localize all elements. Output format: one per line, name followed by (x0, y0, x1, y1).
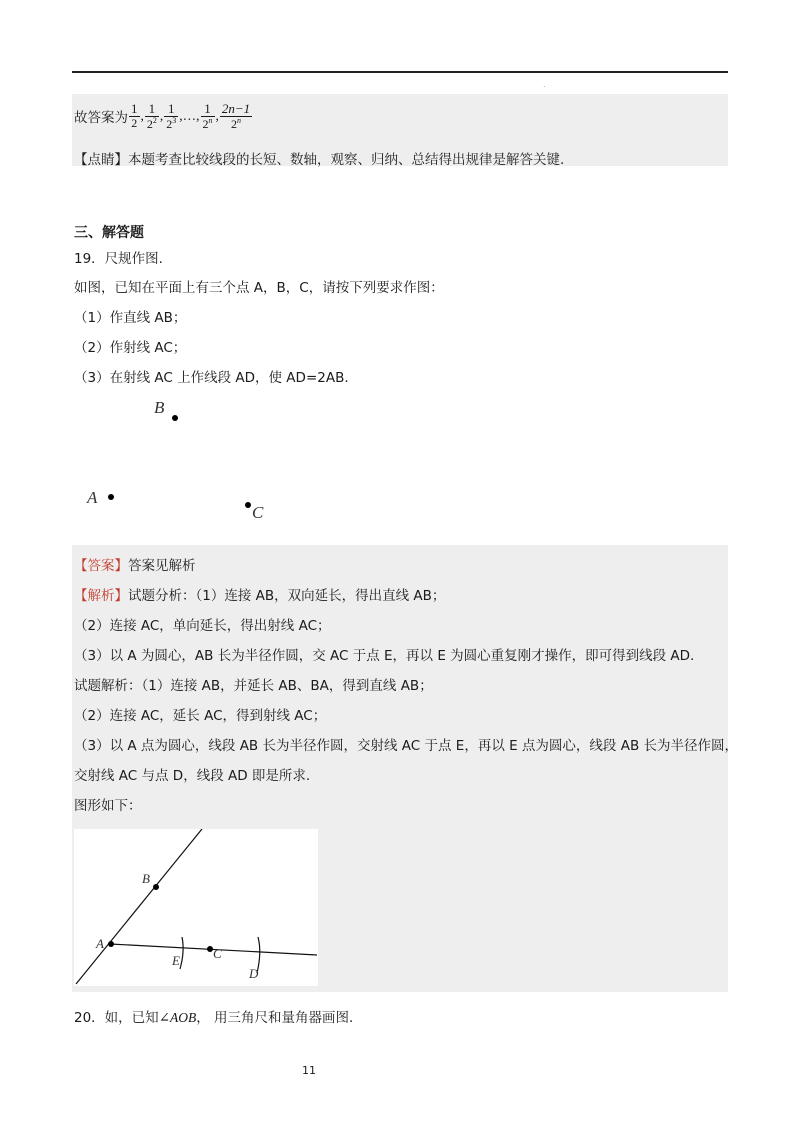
point-b-dot (172, 415, 178, 421)
header-dot: . (543, 80, 546, 89)
fig-label-a: A (96, 936, 104, 951)
answer-19-line (74, 554, 196, 574)
analysis-line-2: （2）连接 AC，单向延长，得出射线 AC； (74, 618, 331, 634)
point-b-label: B (154, 398, 165, 417)
analysis-line-5: （2）连接 AC，延长 AC，得到射线 AC； (74, 708, 327, 724)
analysis-line-7: 交射线 AC 与点 D，线段 AD 即是所求. (74, 768, 311, 784)
section-title: 三、解答题 (74, 225, 144, 241)
point-a-dot (108, 494, 114, 500)
point-c-label: C (252, 503, 264, 522)
point-a-label: A (87, 488, 98, 507)
analysis-line-4: 试题解析：（1）连接 AB，并延长 AB、BA，得到直线 AB； (74, 678, 433, 694)
analysis-line-3: （3）以 A 为圆心，AB 长为半径作圆，交 AC 于点 E，再以 E 为圆心重复刚才操作，即可得到线段 AD. (74, 648, 695, 664)
q19-item-1: （1）作直线 AB； (74, 310, 187, 326)
analysis-line-6: （3）以 A 点为圆心，线段 AB 长为半径作圆，交射线 AC 于点 E，再以 E 点为圆心，线段 AB 长为半径作圆， (74, 738, 739, 754)
fraction-5: $\frac{2n-1}{2^n}$ (221, 100, 251, 131)
fig-label-e: E (172, 953, 180, 968)
header-rule (72, 71, 728, 73)
q20-line: 20．如，已知∠AOB， 用三角尺和量角器画图. (74, 1010, 354, 1026)
page-number: 11 (302, 1064, 316, 1077)
point-c-dot (245, 502, 251, 508)
answer-prefix: 故答案为 (74, 110, 128, 126)
fraction-1: $\frac{1}{2}$ (131, 101, 138, 131)
fig-label-c: C (213, 946, 222, 961)
q19-item-2: （2）作射线 AC； (74, 340, 187, 356)
analysis-line-1: 【解析】试题分析：（1）连接 AB，双向延长，得出直线 AB； (74, 588, 446, 604)
ellipsis: … (182, 108, 197, 123)
fraction-2: $\frac{1}{2^2}$ (146, 100, 157, 131)
angle-aob: ∠AOB (158, 1010, 197, 1025)
fraction-4: $\frac{1}{2^n}$ (202, 100, 213, 131)
comment-18: 【点睛】本题考查比较线段的长短、数轴，观察、归纳、总结得出规律是解答关键. (74, 152, 565, 168)
solution-figure-svg (74, 829, 318, 986)
fig-point-a (108, 941, 114, 947)
answer-tag: 【答案】 (74, 558, 128, 574)
answer-text: 答案见解析 (128, 558, 196, 574)
fig-label-b: B (142, 871, 150, 886)
solution-figure (74, 829, 318, 986)
line-ab (76, 829, 202, 984)
q19-item-3: （3）在射线 AC 上作线段 AD，使 AD=2AB. (74, 370, 349, 386)
arc-e (180, 937, 183, 969)
fig-label-d: D (249, 966, 259, 981)
analysis-tag: 【解析】 (74, 588, 128, 604)
q19-intro: 如图，已知在平面上有三个点 A，B，C，请按下列要求作图： (74, 280, 444, 296)
analysis-line-8: 图形如下： (74, 798, 142, 814)
q19-title: 19．尺规作图. (74, 251, 163, 267)
fig-point-b (153, 884, 159, 890)
fraction-3: $\frac{1}{2^3}$ (166, 100, 177, 131)
answer-line-18: 故答案为 $\frac{1}{2}$ , $\frac{1}{2^2}$ , $\frac{1}{2^3}$ , … , $\frac{1}{2^n}$ , $\frac{2n-1}{2^n}$ (74, 100, 251, 131)
